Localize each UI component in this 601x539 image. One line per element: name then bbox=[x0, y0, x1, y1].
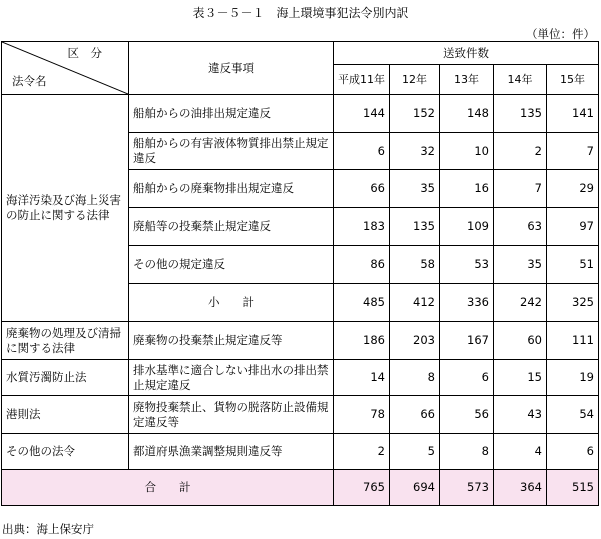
violation-cell: 廃船等の投棄禁止規定違反 bbox=[129, 208, 334, 246]
value-cell: 63 bbox=[494, 208, 547, 246]
value-cell: 2 bbox=[494, 133, 547, 170]
violation-cell: 排水基準に適合しない排出水の排出禁止規定違反 bbox=[129, 360, 334, 396]
value-cell: 7 bbox=[494, 170, 547, 208]
value-cell: 19 bbox=[547, 360, 599, 396]
value-cell: 78 bbox=[334, 396, 390, 434]
table-row bbox=[2, 396, 599, 434]
value-cell: 86 bbox=[334, 246, 390, 284]
violation-cell: 船舶からの有害液体物質排出禁止規定違反 bbox=[129, 133, 334, 170]
header-year: 12年 bbox=[390, 65, 440, 95]
value-cell: 6 bbox=[547, 434, 599, 470]
header-category: 区 分 bbox=[67, 46, 102, 60]
statistics-table bbox=[1, 41, 599, 506]
value-cell: 6 bbox=[440, 360, 494, 396]
value-cell: 144 bbox=[334, 95, 390, 133]
value-cell: 43 bbox=[494, 396, 547, 434]
value-cell: 336 bbox=[440, 284, 494, 322]
violation-cell: 船舶からの廃棄物排出規定違反 bbox=[129, 170, 334, 208]
value-cell: 32 bbox=[390, 133, 440, 170]
value-cell: 183 bbox=[334, 208, 390, 246]
value-cell: 765 bbox=[334, 470, 390, 506]
value-cell: 29 bbox=[547, 170, 599, 208]
table-title: 表３－５－１ 海上環境事犯法令別内訳 bbox=[192, 6, 409, 20]
total-row bbox=[2, 470, 599, 506]
value-cell: 60 bbox=[494, 322, 547, 360]
value-cell: 167 bbox=[440, 322, 494, 360]
value-cell: 515 bbox=[547, 470, 599, 506]
header-corner-cell bbox=[2, 42, 129, 95]
law-name-cell: 廃棄物の処理及び清掃に関する法律 bbox=[2, 322, 129, 360]
violation-cell: 廃棄物の投棄禁止規定違反等 bbox=[129, 322, 334, 360]
value-cell: 152 bbox=[390, 95, 440, 133]
total-label: 合 計 bbox=[2, 470, 334, 506]
value-cell: 6 bbox=[334, 133, 390, 170]
value-cell: 51 bbox=[547, 246, 599, 284]
value-cell: 8 bbox=[390, 360, 440, 396]
value-cell: 141 bbox=[547, 95, 599, 133]
value-cell: 5 bbox=[390, 434, 440, 470]
value-cell: 111 bbox=[547, 322, 599, 360]
value-cell: 2 bbox=[334, 434, 390, 470]
value-cell: 66 bbox=[334, 170, 390, 208]
value-cell: 325 bbox=[547, 284, 599, 322]
table-row bbox=[2, 434, 599, 470]
table-row bbox=[2, 360, 599, 396]
violation-cell: 廃物投棄禁止、貨物の脱落防止設備規定違反等 bbox=[129, 396, 334, 434]
value-cell: 56 bbox=[440, 396, 494, 434]
header-law-name: 法令名 bbox=[12, 74, 47, 88]
value-cell: 135 bbox=[494, 95, 547, 133]
value-cell: 135 bbox=[390, 208, 440, 246]
value-cell: 16 bbox=[440, 170, 494, 208]
header-year: 平成11年 bbox=[334, 65, 390, 95]
violation-cell: 都道府県漁業調整規則違反等 bbox=[129, 434, 334, 470]
value-cell: 10 bbox=[440, 133, 494, 170]
value-cell: 4 bbox=[494, 434, 547, 470]
source-note: 出典：海上保安庁 bbox=[2, 522, 94, 536]
value-cell: 15 bbox=[494, 360, 547, 396]
header-year: 14年 bbox=[494, 65, 547, 95]
value-cell: 35 bbox=[494, 246, 547, 284]
value-cell: 109 bbox=[440, 208, 494, 246]
value-cell: 186 bbox=[334, 322, 390, 360]
value-cell: 412 bbox=[390, 284, 440, 322]
header-year: 15年 bbox=[547, 65, 599, 95]
value-cell: 97 bbox=[547, 208, 599, 246]
value-cell: 148 bbox=[440, 95, 494, 133]
value-cell: 573 bbox=[440, 470, 494, 506]
value-cell: 242 bbox=[494, 284, 547, 322]
value-cell: 485 bbox=[334, 284, 390, 322]
value-cell: 66 bbox=[390, 396, 440, 434]
law-name-cell: 水質汚濁防止法 bbox=[2, 360, 129, 396]
table-row bbox=[2, 322, 599, 360]
violation-cell: 船舶からの油排出規定違反 bbox=[129, 95, 334, 133]
header-violation: 違反事項 bbox=[129, 42, 334, 95]
value-cell: 35 bbox=[390, 170, 440, 208]
header-count-group: 送致件数 bbox=[334, 42, 599, 65]
value-cell: 14 bbox=[334, 360, 390, 396]
value-cell: 7 bbox=[547, 133, 599, 170]
unit-label: （単位：件） bbox=[526, 27, 595, 41]
violation-cell: その他の規定違反 bbox=[129, 246, 334, 284]
law-name-cell: 港則法 bbox=[2, 396, 129, 434]
value-cell: 364 bbox=[494, 470, 547, 506]
law-name-cell: その他の法令 bbox=[2, 434, 129, 470]
header-year: 13年 bbox=[440, 65, 494, 95]
value-cell: 54 bbox=[547, 396, 599, 434]
value-cell: 8 bbox=[440, 434, 494, 470]
law-name-cell: 海洋汚染及び海上災害の防止に関する法律 bbox=[2, 95, 129, 322]
value-cell: 694 bbox=[390, 470, 440, 506]
value-cell: 58 bbox=[390, 246, 440, 284]
value-cell: 53 bbox=[440, 246, 494, 284]
value-cell: 203 bbox=[390, 322, 440, 360]
table-row bbox=[2, 95, 599, 133]
subtotal-label: 小 計 bbox=[129, 284, 334, 322]
